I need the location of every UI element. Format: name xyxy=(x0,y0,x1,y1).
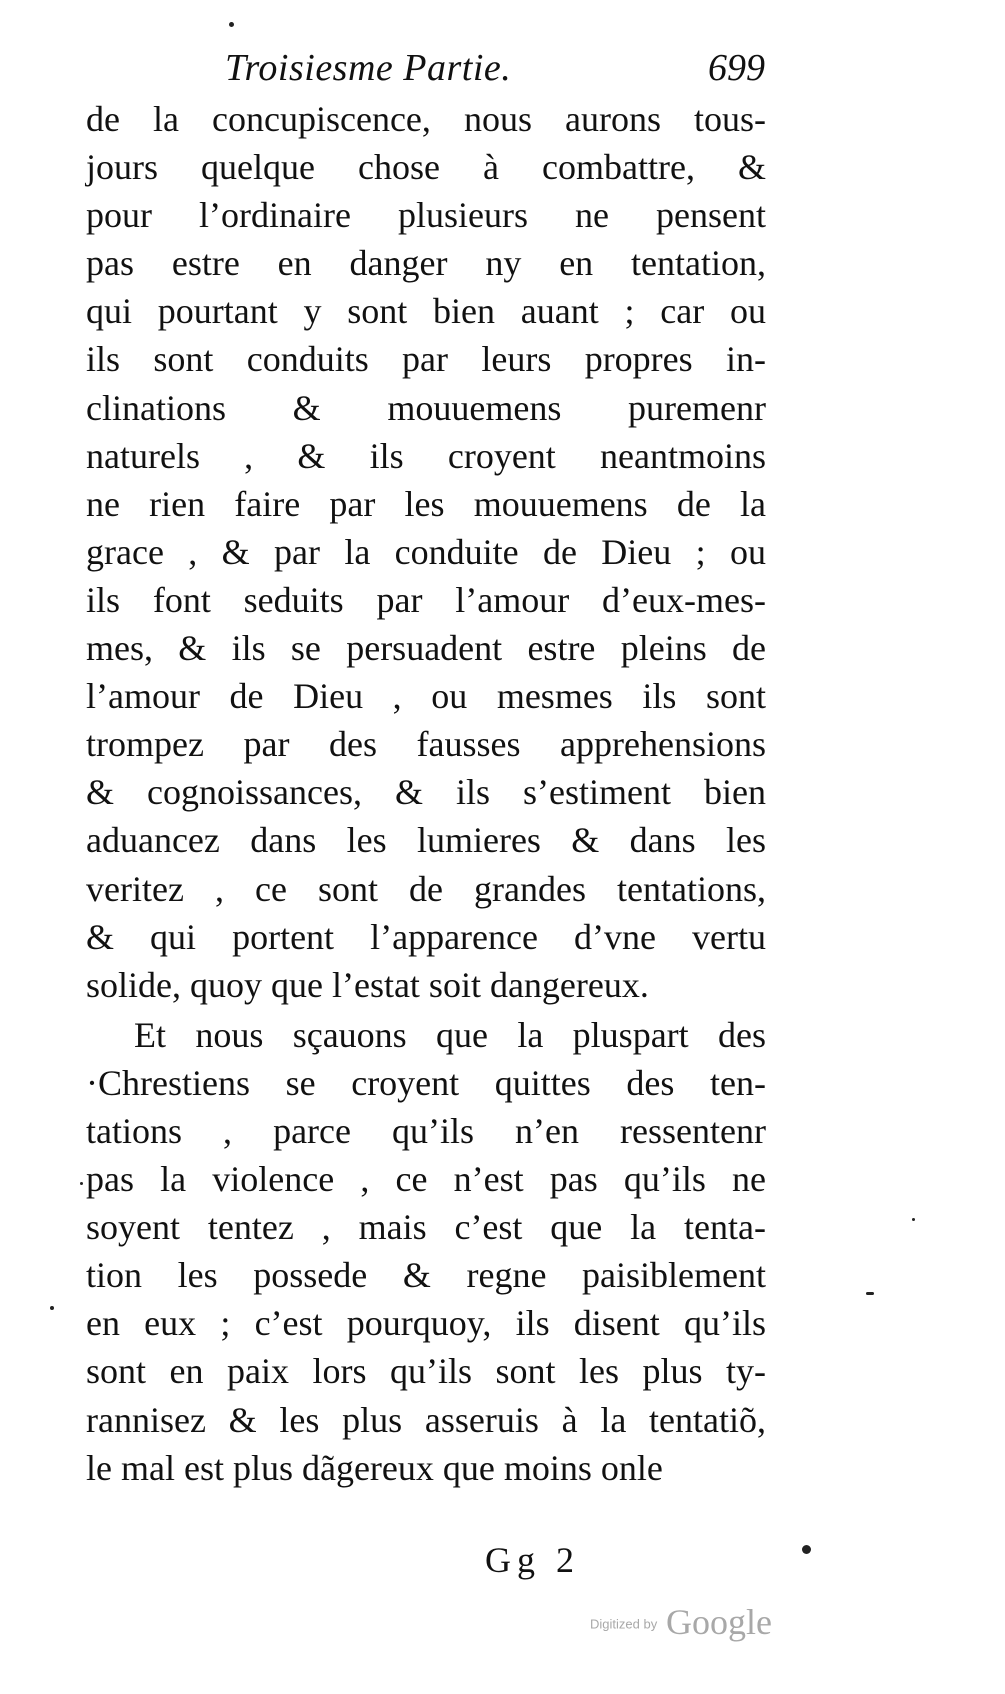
text-line: Et nous sçauons que la pluspart des xyxy=(134,1014,766,1055)
paragraph-2 xyxy=(86,1011,766,1492)
text-line: naturels , & ils croyent neantmoins xyxy=(86,435,766,476)
text-line: grace , & par la conduite de Dieu ; ou xyxy=(86,531,766,572)
signature-mark: Gg 2 xyxy=(485,1540,580,1580)
text-line: pour l’ordinaire plusieurs ne pensent xyxy=(86,195,766,236)
ink-speck xyxy=(229,22,234,27)
ink-speck xyxy=(912,1218,915,1221)
paragraph-1 xyxy=(86,95,766,1009)
text-line: de la concupiscence, nous aurons tous- xyxy=(86,99,766,139)
ink-speck xyxy=(802,1545,811,1554)
text-line: en eux ; c’est pourquoy, ils disent qu’ils xyxy=(86,1303,766,1344)
text-line: trompez par des fausses apprehensions xyxy=(86,724,766,765)
text-line: clinations & mouuemens puremenr xyxy=(86,387,766,428)
text-line: ils sont conduits par leurs propres in- xyxy=(86,339,766,380)
text-line: & qui portent l’apparence d’vne vertu xyxy=(86,916,766,957)
text-line: ne rien faire par les mouuemens de la xyxy=(86,483,766,524)
google-logo-icon xyxy=(662,1600,802,1644)
text-line: ils font seduits par l’amour d’eux-mes- xyxy=(86,579,766,620)
ink-speck xyxy=(50,1306,54,1310)
text-line: le mal est plus dãgereux que moins onle xyxy=(86,1447,663,1488)
text-line: veritez , ce sont de grandes tentations, xyxy=(86,868,766,909)
text-line: sont en paix lors qu’ils sont les plus ty- xyxy=(86,1351,766,1392)
text-line: jours quelque chose à combattre, & xyxy=(86,147,766,188)
text-line: aduancez dans les lumieres & dans les xyxy=(86,820,766,861)
digitized-watermark xyxy=(590,1600,802,1650)
running-head xyxy=(225,40,765,96)
text-line: soyent tentez , mais c’est que la tenta- xyxy=(86,1207,766,1248)
text-line: & cognoissances, & ils s’estiment bien xyxy=(86,772,766,813)
page-number: 699 xyxy=(708,47,765,89)
text-line: tations , parce qu’ils n’en ressentenr xyxy=(86,1110,766,1151)
ink-speck xyxy=(866,1292,874,1295)
text-line: ·Chrestiens se croyent quittes des ten- xyxy=(86,1062,766,1103)
text-line: l’amour de Dieu , ou mesmes ils sont xyxy=(86,676,766,717)
text-line: pas la violence , ce n’est pas qu’ils ne xyxy=(86,1159,766,1200)
text-line: pas estre en danger ny en tentation, xyxy=(86,243,766,284)
text-line: mes, & ils se persuadent estre pleins de xyxy=(86,628,766,669)
google-logo xyxy=(662,1600,802,1648)
text-line: rannisez & les plus asseruis à la tentatiõ, xyxy=(86,1399,766,1440)
google-logo-text: Google xyxy=(666,1602,773,1642)
ink-speck xyxy=(80,1182,83,1185)
text-line: qui pourtant y sont bien auant ; car ou xyxy=(86,291,766,332)
text-line: solide, quoy que l’estat soit dangereux. xyxy=(86,964,649,1005)
running-head-title: Troisiesme Partie. xyxy=(225,47,512,89)
text-line: tion les possede & regne paisiblement xyxy=(86,1255,766,1296)
body-text xyxy=(86,95,766,1492)
watermark-prefix: Digitized by xyxy=(590,1616,658,1632)
